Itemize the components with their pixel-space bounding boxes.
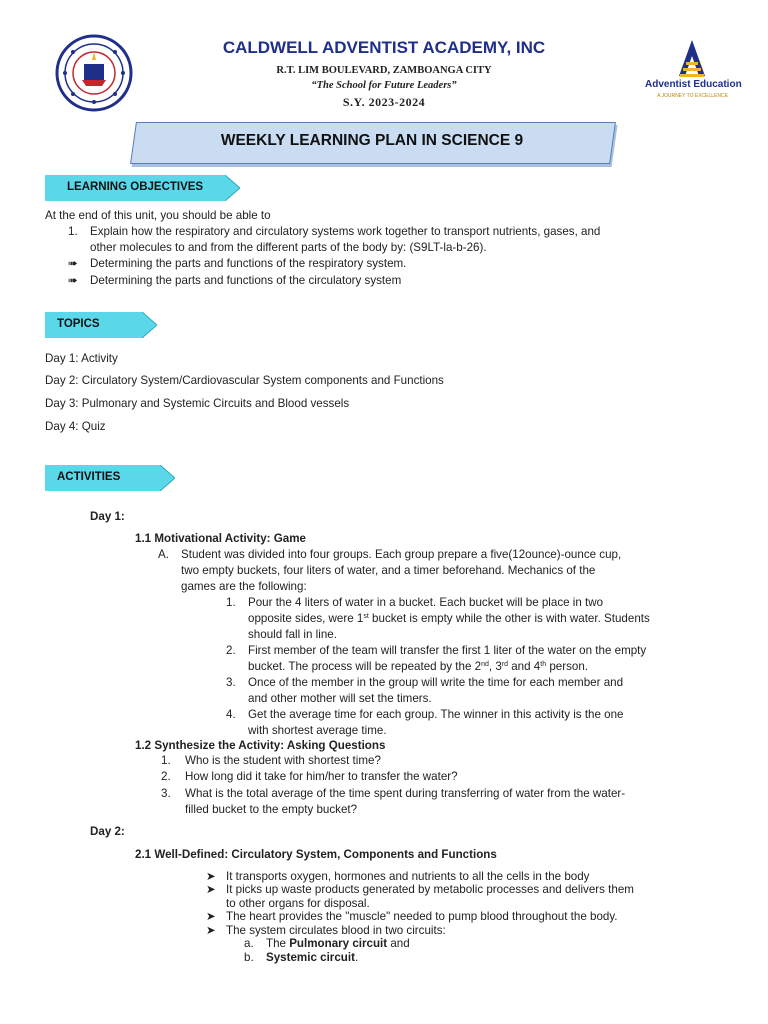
- mechanic-1-line1: Pour the 4 liters of water in a bucket. Each bucket will be place in two: [248, 596, 604, 609]
- topics-heading: TOPICS: [57, 318, 100, 330]
- topic-day4: Day 4: Quiz: [45, 420, 106, 433]
- topics-tag: [45, 312, 157, 338]
- question-3-line2: filled bucket to the empty bucket?: [185, 803, 358, 816]
- circuit-b-letter: b.: [244, 951, 254, 964]
- arrow-bullet-icon: ➠: [68, 257, 78, 270]
- question-1: Who is the student with shortest time?: [185, 754, 381, 767]
- mechanic-number-3: 3.: [226, 676, 236, 689]
- adventist-education-logo: [645, 38, 740, 108]
- question-2: How long did it take for him/her to transfer the water?: [185, 770, 458, 783]
- circuit-b: Systemic circuit.: [266, 951, 359, 964]
- mechanic-2-line2: bucket. The process will be repeated by the 2nd, 3rd and 4th person.: [248, 660, 588, 673]
- objective-text-2: other molecules to and from the different parts of the body by: (S9LT-la-b-26).: [90, 241, 487, 254]
- arrow-bullet-icon: ➠: [68, 274, 78, 287]
- point-2-line2: to other organs for disposal.: [226, 897, 370, 910]
- point-2: ➤ It picks up waste products generated by metabolic processes and delivers them: [206, 883, 634, 896]
- school-name: CALDWELL ADVENTIST ACADEMY, INC: [222, 38, 546, 57]
- mechanic-1-line3: should fall in line.: [248, 628, 337, 641]
- mechanic-3-line1: Once of the member in the group will write the time for each member and: [248, 676, 624, 689]
- objective-bullet-2: ➠ Determining the parts and functions of the circulatory system: [68, 274, 402, 287]
- item-A-letter: A.: [158, 548, 169, 561]
- objective-text-1: Explain how the respiratory and circulatory systems work together to transport nutrients, gases, and: [90, 225, 601, 238]
- day1-label: Day 1:: [90, 510, 125, 523]
- arrowhead-bullet-icon: ➤: [206, 924, 216, 937]
- mechanic-number-2: 2.: [226, 644, 236, 657]
- day2-label: Day 2:: [90, 825, 125, 838]
- arrowhead-bullet-icon: ➤: [206, 870, 216, 883]
- topic-day1: Day 1: Activity: [45, 352, 118, 365]
- circuit-a-letter: a.: [244, 937, 254, 950]
- arrowhead-bullet-icon: ➤: [206, 883, 216, 896]
- activities-heading: ACTIVITIES: [57, 471, 121, 483]
- logo-subtext: A JOURNEY TO EXCELLENCE: [657, 93, 728, 99]
- point-4: ➤ The system circulates blood in two circuits:: [206, 924, 446, 937]
- question-3-line1: What is the total average of the time spent during transferring of water from the water-: [185, 787, 626, 800]
- circuit-a: The Pulmonary circuit and: [266, 937, 410, 950]
- topic-day2: Day 2: Circulatory System/Cardiovascular System components and Functions: [45, 374, 444, 387]
- logo-text: Adventist Education: [645, 79, 742, 90]
- objectives-intro: At the end of this unit, you should be able to: [45, 209, 271, 222]
- mechanic-4-line2: with shortest average time.: [248, 724, 387, 737]
- activities-tag: [45, 465, 175, 491]
- mechanic-number-1: 1.: [226, 596, 236, 609]
- section-2-1-title: 2.1 Well-Defined: Circulatory System, Components and Functions: [135, 848, 497, 861]
- mechanic-number-4: 4.: [226, 708, 236, 721]
- item-A-line2: two empty buckets, four liters of water, and a timer beforehand. Mechanics of the: [181, 564, 596, 577]
- school-year: S.Y. 2023-2024: [342, 95, 426, 109]
- question-number-1: 1.: [161, 754, 171, 767]
- school-address: R.T. LIM BOULEVARD, ZAMBOANGA CITY: [276, 65, 492, 76]
- item-A-line3: games are the following:: [181, 580, 307, 593]
- school-motto: “The School for Future Leaders”: [311, 80, 457, 91]
- objective-bullet-1: ➠ Determining the parts and functions of the respiratory system.: [68, 257, 407, 270]
- learning-objectives-heading: LEARNING OBJECTIVES: [67, 181, 204, 193]
- objective-number: 1.: [68, 225, 78, 238]
- section-1-2-title: 1.2 Synthesize the Activity: Asking Questions: [135, 739, 386, 752]
- point-1: ➤ It transports oxygen, hormones and nutrients to all the cells in the body: [206, 870, 590, 883]
- mechanic-3-line2: and other mother will set the timers.: [248, 692, 432, 705]
- learning-objectives-tag: [45, 175, 240, 201]
- mechanic-2-line1: First member of the team will transfer the first 1 liter of the water on the empty: [248, 644, 647, 657]
- section-1-1-title: 1.1 Motivational Activity: Game: [135, 532, 306, 545]
- item-A-line1: Student was divided into four groups. Each group prepare a five(12ounce)-ounce cup,: [181, 548, 622, 561]
- question-number-3: 3.: [161, 787, 171, 800]
- page-title: WEEKLY LEARNING PLAN IN SCIENCE 9: [220, 132, 524, 149]
- question-number-2: 2.: [161, 770, 171, 783]
- mechanic-1-line2: opposite sides, were 1st bucket is empty while the other is with water. Students: [248, 612, 650, 625]
- arrowhead-bullet-icon: ➤: [206, 910, 216, 923]
- point-3: ➤ The heart provides the "muscle" needed to pump blood throughout the body.: [206, 910, 618, 923]
- topic-day3: Day 3: Pulmonary and Systemic Circuits and Blood vessels: [45, 397, 350, 410]
- mechanic-4-line1: Get the average time for each group. The winner in this activity is the one: [248, 708, 624, 721]
